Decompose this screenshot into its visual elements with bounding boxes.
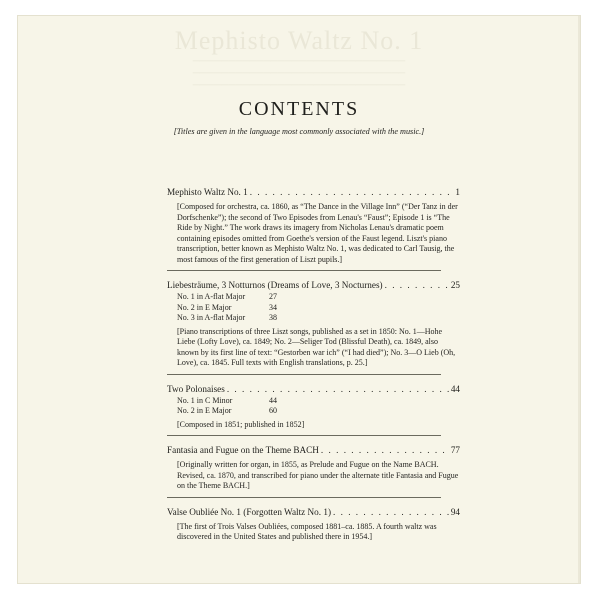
sub-item <box>177 396 460 407</box>
entry-details <box>177 396 460 431</box>
sub-item <box>177 313 460 324</box>
sub-item-name[interactable]: No. 3 in A-flat Major <box>177 313 246 322</box>
sub-item-name[interactable]: No. 2 in E Major <box>177 406 232 415</box>
divider <box>167 374 441 375</box>
entry-heading <box>167 444 460 457</box>
entry-page-number[interactable]: 44 <box>450 383 460 394</box>
entry-note: [Composed in 1851; published in 1852] <box>177 419 305 429</box>
sub-item-page[interactable]: 34 <box>269 302 277 312</box>
page-title: CONTENTS <box>238 98 360 120</box>
divider <box>167 435 441 436</box>
sub-item <box>177 406 460 417</box>
book-page <box>18 16 580 583</box>
entry-page-number[interactable]: 94 <box>450 506 460 517</box>
contents-list <box>167 186 460 551</box>
contents-entry <box>167 383 460 437</box>
entry-details <box>177 202 460 265</box>
page-edge <box>578 16 580 583</box>
dot-leader <box>321 444 449 457</box>
entry-page-number[interactable]: 25 <box>450 280 460 290</box>
contents-entry <box>167 444 460 498</box>
entry-page-number[interactable]: 77 <box>450 445 460 455</box>
entry-heading <box>167 506 460 519</box>
dot-leader <box>227 383 449 396</box>
sub-item-page[interactable]: 44 <box>269 395 277 405</box>
entry-note: [Piano transcriptions of three Liszt songs, published as a set in 1850: No. 1—Hohe Liebe (Lofty Love), ca. 1849; No. 2—Seliger Tod (Blissful Death), ca. 1849, also known by its first line of text: “Gestorben war ich” (“I had died”); No. 3—O Lieb (Oh, Love), ca. 1845. Full texts with English translations, p. 25.] <box>177 326 456 367</box>
entry-page-number[interactable]: 1 <box>455 187 460 197</box>
entry-title[interactable]: Fantasia and Fugue on the Theme BACH <box>167 445 319 455</box>
contents-entry <box>167 186 460 271</box>
sub-item <box>177 292 460 303</box>
entry-heading <box>167 186 460 199</box>
entry-note: [Originally written for organ, in 1855, as Prelude and Fugue on the Name BACH. Revised, ca. 1870, and transcribed for piano under the alternate title Fantasia and Fugue on the Theme BACH.] <box>177 460 459 490</box>
sub-item-page[interactable]: 38 <box>269 313 277 322</box>
dot-leader <box>250 186 454 199</box>
entry-details <box>177 292 460 369</box>
sub-item-name[interactable]: No. 1 in A-flat Major <box>177 292 246 301</box>
contents-entry <box>167 506 460 543</box>
entry-title[interactable]: Liebesträume, 3 Notturnos (Dreams of Love, 3 Nocturnes) <box>167 280 383 290</box>
entry-title[interactable]: Mephisto Waltz No. 1 <box>167 187 248 197</box>
entry-note: [The first of Trois Valses Oubliées, composed 1881–ca. 1885. A fourth waltz was discovered in the United States and published there in 1954.] <box>177 521 437 541</box>
sub-item-page[interactable]: 27 <box>269 292 277 301</box>
entry-title[interactable]: Two Polonaises <box>167 383 225 394</box>
entry-details <box>177 460 460 492</box>
page-subtitle: [Titles are given in the language most commonly associated with the music.] <box>173 127 425 136</box>
divider <box>167 270 441 271</box>
sub-item <box>177 303 460 314</box>
dot-leader <box>385 279 449 292</box>
sub-item-name[interactable]: No. 2 in E Major <box>177 302 232 312</box>
sub-item-name[interactable]: No. 1 in C Minor <box>177 395 233 405</box>
bleed-through-text: Mephisto Waltz No. 1 ────────────────────────────── ────────────────────────────── ────────────────────────────── <box>174 26 424 91</box>
entry-title[interactable]: Valse Oubliée No. 1 (Forgotten Waltz No. 1) <box>167 506 332 517</box>
contents-entry <box>167 279 460 375</box>
divider <box>167 497 441 498</box>
entry-heading <box>167 279 460 292</box>
entry-heading <box>167 383 460 396</box>
entry-details <box>177 522 460 543</box>
sub-item-page[interactable]: 60 <box>269 406 277 415</box>
dot-leader <box>333 506 449 519</box>
entry-note: [Composed for orchestra, ca. 1860, as “The Dance in the Village Inn” (“Der Tanz in der Dorfschenke”); the second of Two Episodes from Lenau's “Faust”; Episode 1 is “The Ride by Night.” The work draws its imagery from Nicholas Lenau's dramatic poem containing episodes omitted from Goethe's version of the Faust legend. Liszt's piano transcription, better known as Mephisto Waltz No. 1, was dedicated to Carl Tausig, the most famous of the first generation of Liszt pupils.] <box>177 202 458 264</box>
